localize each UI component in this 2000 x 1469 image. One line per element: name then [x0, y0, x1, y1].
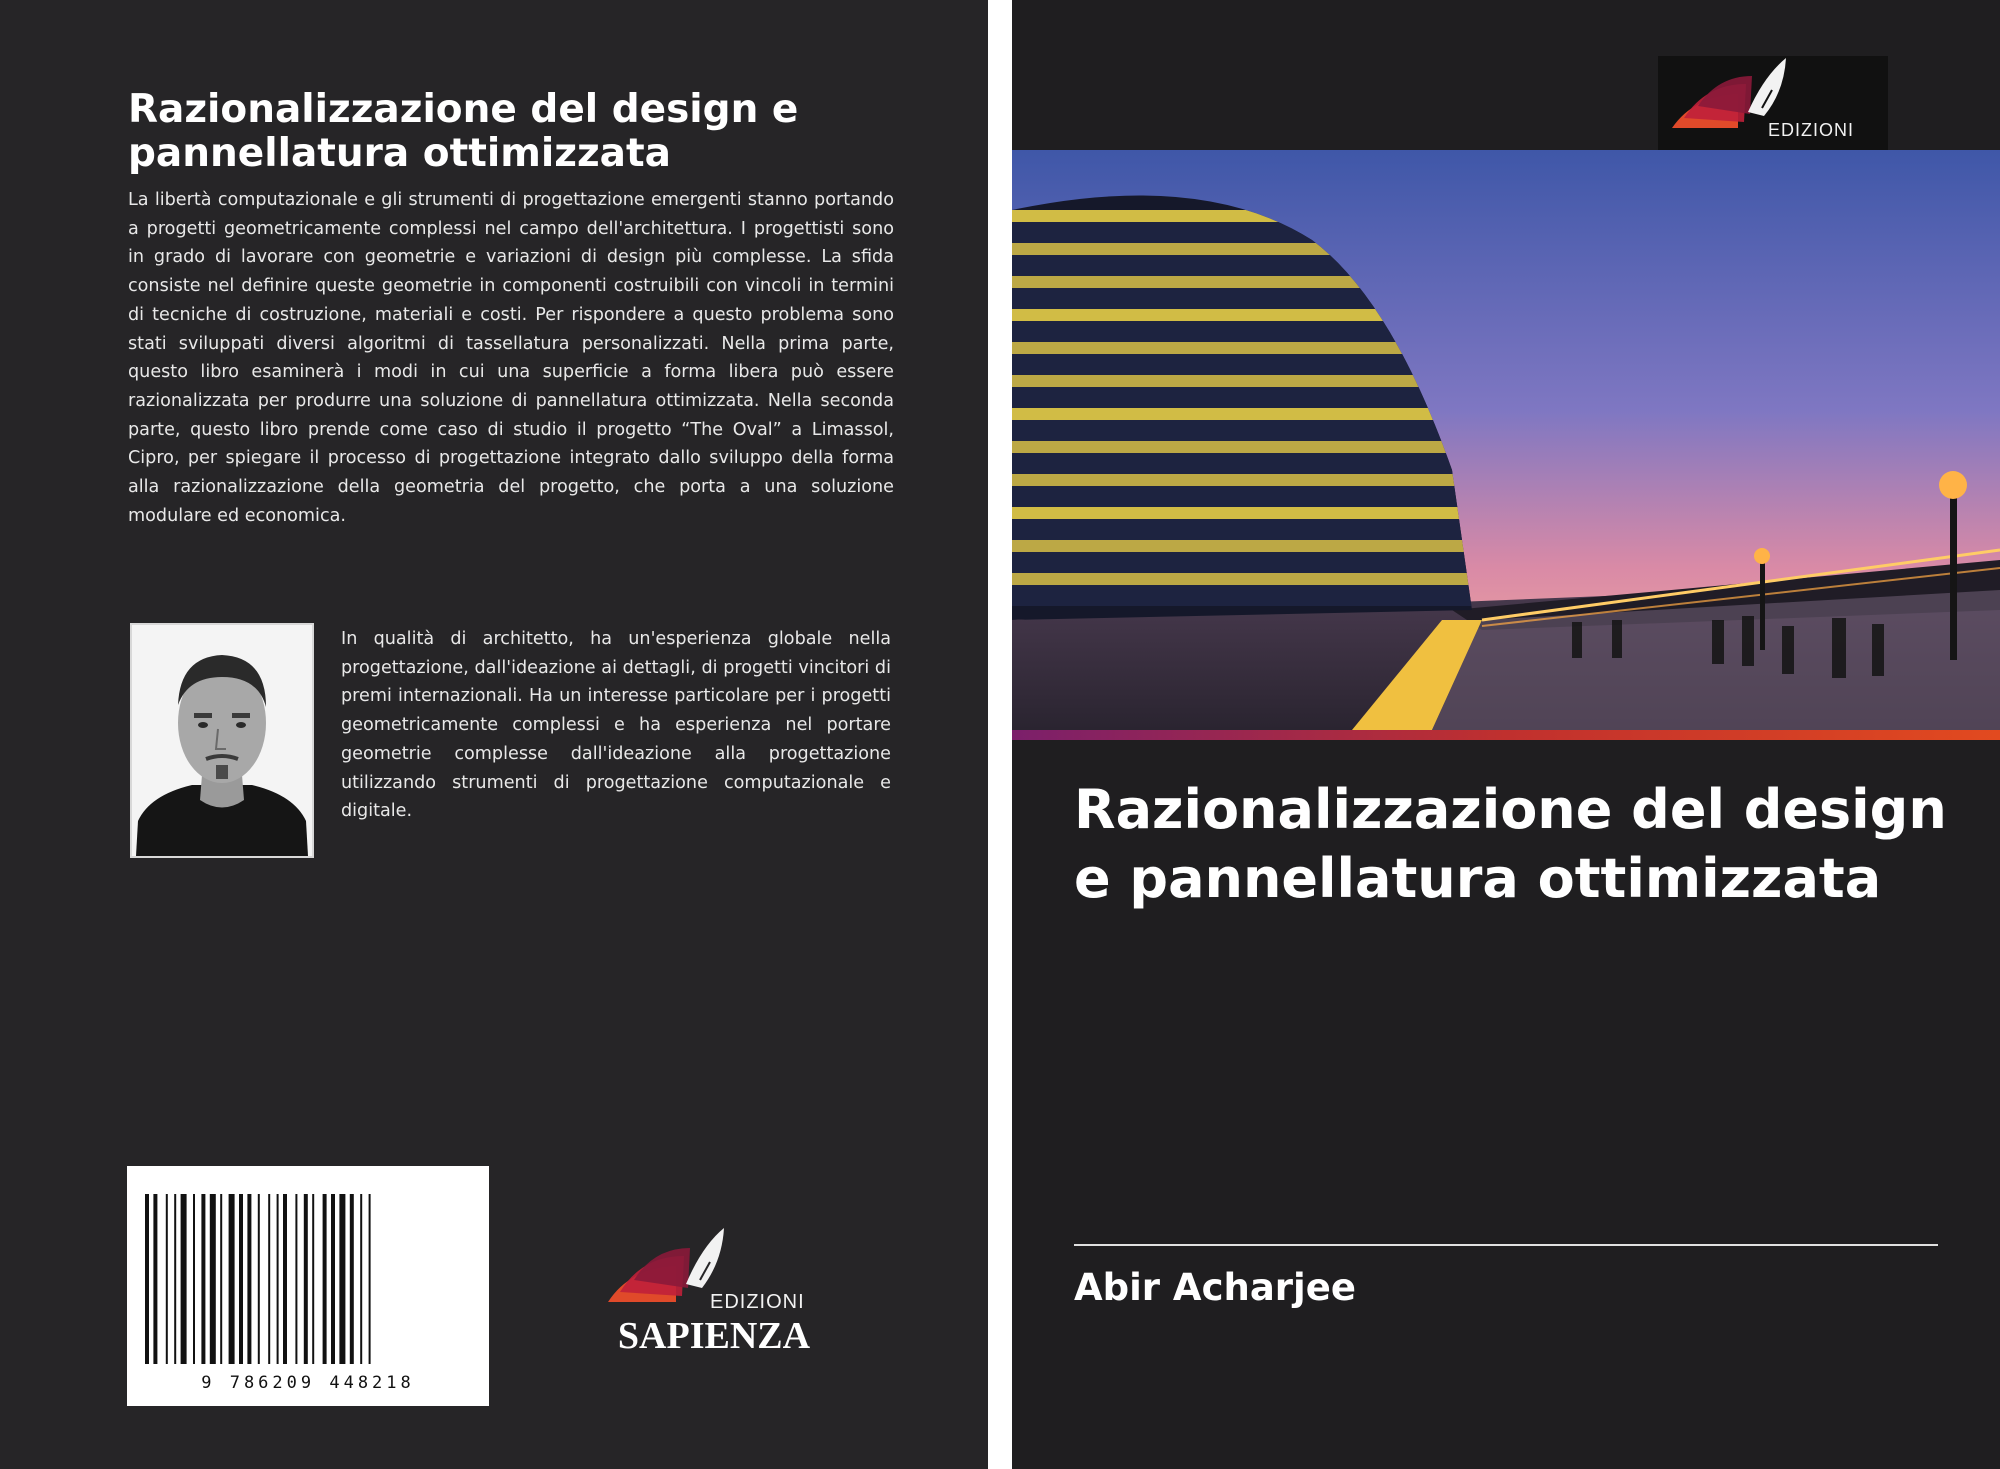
publisher-imprint-back: EDIZIONI	[710, 1291, 805, 1313]
back-cover	[0, 0, 988, 1469]
back-cover-description: La libertà computazionale e gli strumenti di progettazione emergenti stanno portando a progetti geometricamente complessi nel campo dell'architettura. I progettisti sono in grado di lavorare con geometrie e variazioni di design più complesse. La sfida consiste nel definire queste geometrie in componenti costruibili con vincoli in termini di tecniche di costruzione, materiali e costi. Per rispondere a questo problema sono stati sviluppati diversi algoritmi di tassellatura personalizzati. Nella prima parte, questo libro esaminerà i modi in cui una superficie a forma libera può essere razionalizzata per produrre una soluzione di pannellatura ottimizzata. Nella seconda parte, questo libro prende come caso di studio il progetto “The Oval” a Limassol, Cipro, per spiegare il processo di progettazione integrato dallo sviluppo della forma alla razionalizzazione della geometria del progetto, che porta a una soluzione modulare ed economica.	[128, 190, 894, 526]
front-cover-author: Abir Acharjee	[1074, 1266, 1356, 1309]
isbn-number: 9 786209 448218	[201, 1373, 415, 1393]
publisher-name-back: SAPIENZA	[617, 1315, 811, 1357]
publisher-imprint-front: EDIZIONI	[1768, 120, 1855, 140]
author-photo	[130, 623, 314, 858]
publisher-logo-back	[590, 1222, 838, 1362]
isbn-barcode	[127, 1166, 489, 1406]
front-cover-title: Razionalizzazione del design e pannellatura ottimizzata	[1074, 778, 1947, 910]
back-cover-title: Razionalizzazione del design e pannellatura ottimizzata	[128, 87, 799, 176]
cover-photo	[1012, 150, 2000, 730]
accent-stripe	[1012, 730, 2000, 740]
author-divider	[1074, 1244, 1938, 1246]
author-bio: In qualità di architetto, ha un'esperienza globale nella progettazione, dall'ideazione ai dettagli, di progetti vincitori di premi internazionali. Ha un interesse particolare per i progetti geometricamente complessi e ha esperienza nel portare geometrie complesse dall'ideazione alla progettazione utilizzando strumenti di progettazione computazionale e digitale.	[341, 629, 891, 822]
